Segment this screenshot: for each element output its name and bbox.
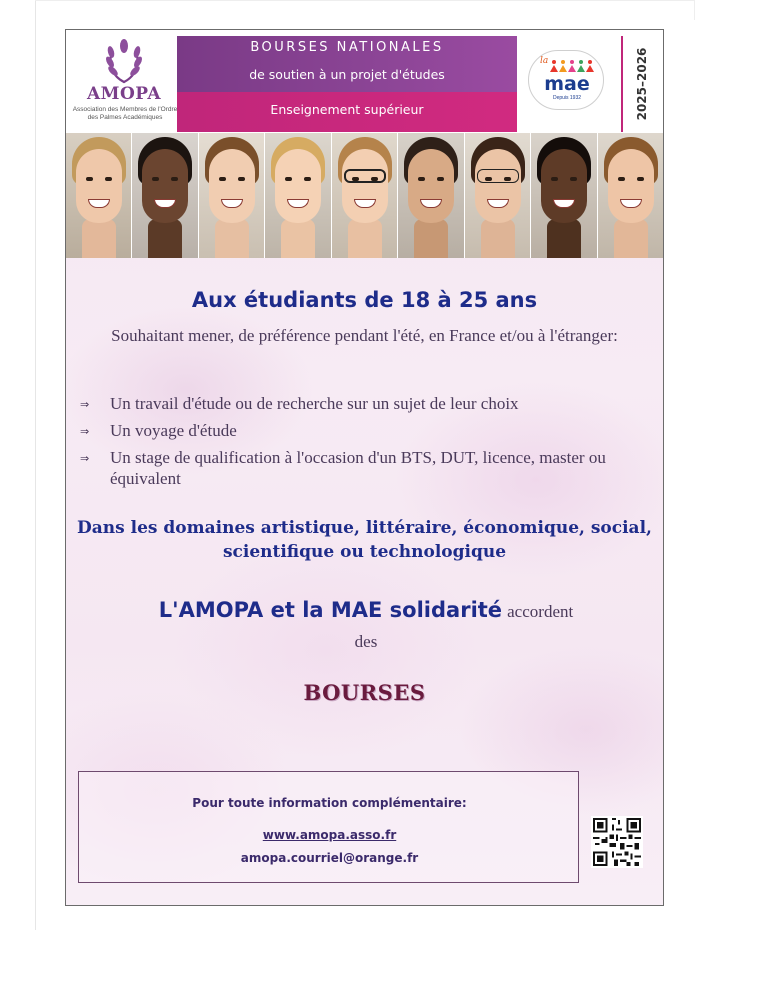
bullet-list [78, 393, 658, 495]
face-girl-dark-icon [531, 133, 597, 258]
page-edge [694, 0, 695, 20]
laurel-icon [102, 38, 146, 84]
page-edge [35, 0, 695, 1]
mae-since: Depuis 1932 [552, 95, 582, 101]
grant-organizations: L'AMOPA et la MAE solidarité [158, 598, 503, 622]
list-item [78, 393, 658, 414]
grant-verb: accordent [507, 602, 574, 621]
amopa-logo [70, 36, 178, 128]
title-banner [177, 36, 517, 132]
domains-text: Dans les domaines artistique, littéraire, économique, social, scientifique ou technologique [77, 518, 652, 562]
headline: Aux étudiants de 18 à 25 ans [191, 288, 538, 312]
mae-logo [528, 50, 604, 110]
student-photos [66, 133, 663, 258]
list-item-text: Un travail d'étude ou de recherche sur un sujet de leur choix [110, 394, 519, 413]
email-link[interactable]: amopa.courriel@orange.fr [240, 851, 419, 865]
face-girl-blonde-icon [66, 133, 132, 258]
face-boy-teen-icon [398, 133, 464, 258]
arrow-icon: ⇒ [80, 452, 90, 465]
people-icon [549, 59, 595, 73]
banner-title: BOURSES NATIONALES [250, 40, 444, 55]
bourses-title: BOURSES [303, 680, 426, 705]
amopa-name: AMOPA [86, 84, 162, 104]
contact-box [78, 771, 579, 883]
mae-wordmark: mae [544, 73, 590, 95]
face-boy-blond-icon [265, 133, 331, 258]
poster-header [66, 30, 663, 133]
qr-code-icon[interactable] [591, 816, 643, 868]
list-item [78, 447, 658, 489]
divider [621, 36, 623, 132]
grant-article: des [354, 632, 378, 651]
list-item-text: Un voyage d'étude [110, 421, 237, 440]
arrow-icon: ⇒ [80, 398, 90, 411]
contact-title: Pour toute information complémentaire: [192, 796, 467, 810]
scholarship-poster [65, 29, 664, 906]
banner-subtitle: de soutien à un projet d'études [249, 67, 445, 82]
face-girl-glasses-dark-icon [465, 133, 531, 258]
face-girl-glasses-icon [332, 133, 398, 258]
face-girl-brown-icon [199, 133, 265, 258]
intro-text: Souhaitant mener, de préférence pendant l'été, en France et/ou à l'étranger: [111, 326, 618, 345]
arrow-icon: ⇒ [80, 425, 90, 438]
banner-level: Enseignement supérieur [270, 102, 424, 117]
grant-statement [96, 598, 636, 622]
face-boy-young-man-icon [598, 133, 663, 258]
website-link[interactable]: www.amopa.asso.fr [262, 828, 397, 842]
amopa-subtitle: Association des Membres de l'Ordre des Palmes Académiques [72, 106, 178, 121]
school-year-label: 2025–2026 [635, 47, 649, 121]
page-edge [35, 0, 36, 930]
face-boy-dark-icon [132, 133, 198, 258]
mae-la: la [540, 56, 549, 66]
list-item [78, 420, 658, 441]
website-row [79, 828, 580, 842]
school-year [628, 36, 656, 132]
list-item-text: Un stage de qualification à l'occasion d'un BTS, DUT, licence, master ou équivalent [110, 448, 606, 488]
